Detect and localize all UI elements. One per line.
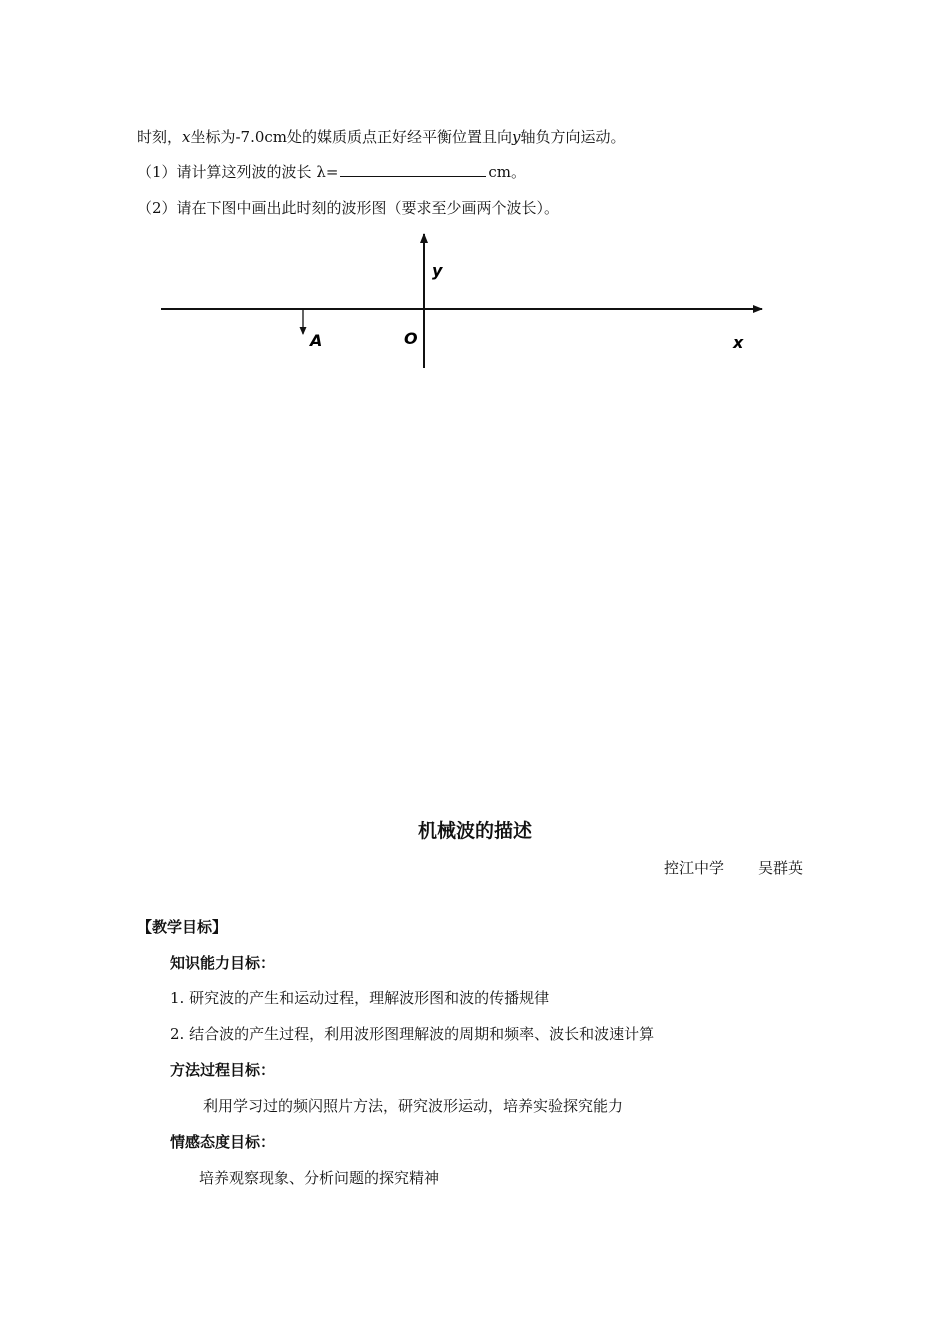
method-text: 利用学习过的频闪照片方法，研究波形运动，培养实验探究能力: [203, 1097, 624, 1115]
var-x: x: [182, 128, 191, 146]
text-segment: 轴负方向运动。: [520, 128, 626, 146]
problem-line-1: [137, 127, 626, 147]
knowledge-item: 2. 结合波的产生过程，利用波形图理解波的周期和频率、波长和波速计算: [170, 1025, 655, 1043]
text-segment: 时刻，: [137, 128, 183, 146]
answer-blank[interactable]: [340, 162, 486, 177]
author-line: [664, 857, 803, 878]
question-1-text: （1）请计算这列波的波长 λ=: [137, 163, 339, 181]
question-2: （2）请在下图中画出此时刻的波形图（要求至少画两个波长）。: [137, 199, 560, 217]
question-1-unit: cm。: [488, 163, 527, 181]
knowledge-heading: 知识能力目标：: [170, 954, 276, 972]
origin-label: O: [404, 329, 418, 348]
school-name: 控江中学: [664, 859, 725, 877]
knowledge-item: 1. 研究波的产生和运动过程，理解波形图和波的传播规律: [170, 989, 550, 1007]
point-a-label: A: [310, 331, 323, 350]
var-y: y: [512, 128, 521, 146]
y-axis-label: y: [432, 261, 443, 280]
question-1: [137, 162, 526, 182]
x-axis-label: x: [733, 333, 744, 352]
lesson-title: 机械波的描述: [417, 820, 532, 842]
objectives-heading: 【教学目标】: [137, 918, 228, 936]
attitude-text: 培养观察现象、分析问题的探究精神: [199, 1169, 440, 1187]
attitude-heading: 情感态度目标：: [170, 1133, 276, 1151]
method-heading: 方法过程目标：: [170, 1061, 276, 1079]
teacher-name: 吴群英: [758, 859, 804, 877]
text-segment: 坐标为-7.0cm处的媒质质点正好经平衡位置且向: [190, 128, 513, 146]
wave-axes-diagram: [0, 230, 950, 370]
